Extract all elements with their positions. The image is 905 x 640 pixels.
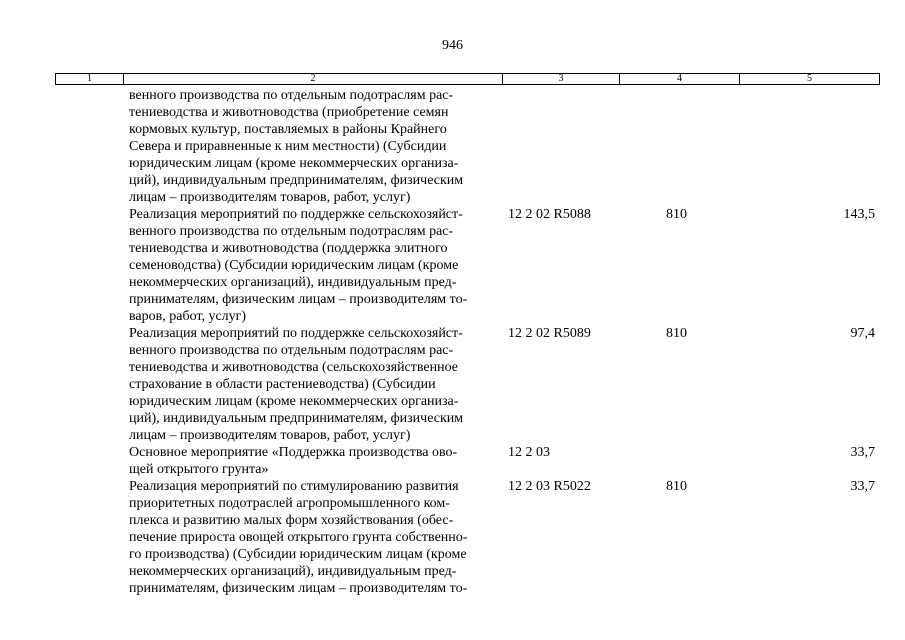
table-row xyxy=(0,206,905,325)
table-row xyxy=(0,325,905,444)
page-number: 946 xyxy=(442,38,463,53)
row-type: 810 xyxy=(666,207,687,222)
header-cell-1: 1 xyxy=(56,74,124,84)
table-body xyxy=(0,87,905,597)
table-row xyxy=(0,444,905,478)
row-type: 810 xyxy=(666,479,687,494)
header-cell-4: 4 xyxy=(620,74,740,84)
row-code: 12 2 03 xyxy=(508,445,550,460)
row-code: 12 2 03 R5022 xyxy=(508,479,591,494)
row-name: венного производства по отдельным подотраслям рас- тениеводства и животноводства (приобретение семян кормовых культур, поставляемых в районы Крайнего Севера и приравненные к ним местности) (Субсидии юридическим лицам (кроме некоммерческих организа- ций), индивидуальным предпринимателям, физическим лицам – производителям товаров, работ, услуг) xyxy=(129,88,464,205)
row-name: Основное мероприятие «Поддержка производства ово- щей открытого грунта» xyxy=(129,445,458,477)
table-header-row xyxy=(55,73,880,85)
row-sum: 33,7 xyxy=(850,445,875,460)
header-cell-5: 5 xyxy=(807,73,812,84)
header-cell-3: 3 xyxy=(503,74,620,84)
row-sum: 33,7 xyxy=(850,479,875,494)
row-name: Реализация мероприятий по поддержке сельскохозяйст- венного производства по отдельным подотраслям рас- тениеводства и животноводства (сельскохозяйственное страхование в области растениеводства) (Субсидии юридическим лицам (кроме некоммерческих организа- ций), индивидуальным предпринимателям, физическим лицам – производителям товаров, работ, услуг) xyxy=(129,326,464,443)
header-cell-2: 2 xyxy=(124,74,503,84)
row-code: 12 2 02 R5089 xyxy=(508,326,591,341)
row-sum: 97,4 xyxy=(850,326,875,341)
row-type: 810 xyxy=(666,326,687,341)
row-sum: 143,5 xyxy=(843,207,875,222)
table-row xyxy=(0,478,905,597)
row-name: Реализация мероприятий по поддержке сельскохозяйст- венного производства по отдельным подотраслям рас- тениеводства и животноводства (поддержка элитного семеноводства) (Субсидии юридическим лицам (кроме некоммерческих организаций), индивидуальным пред- принимателям, физическим лицам – производителям то- варов, работ, услуг) xyxy=(129,207,468,324)
row-code: 12 2 02 R5088 xyxy=(508,207,591,222)
row-name: Реализация мероприятий по стимулированию развития приоритетных подотраслей агропромышленного ком- плекса и развитию малых форм хозяйствования (обес- печение прироста овощей открытого грунта собственно- го производства) (Субсидии юридическим лицам (кроме некоммерческих организаций), индивидуальным пред- принимателям, физическим лицам – производителям то- xyxy=(129,479,468,596)
table-row xyxy=(0,87,905,206)
